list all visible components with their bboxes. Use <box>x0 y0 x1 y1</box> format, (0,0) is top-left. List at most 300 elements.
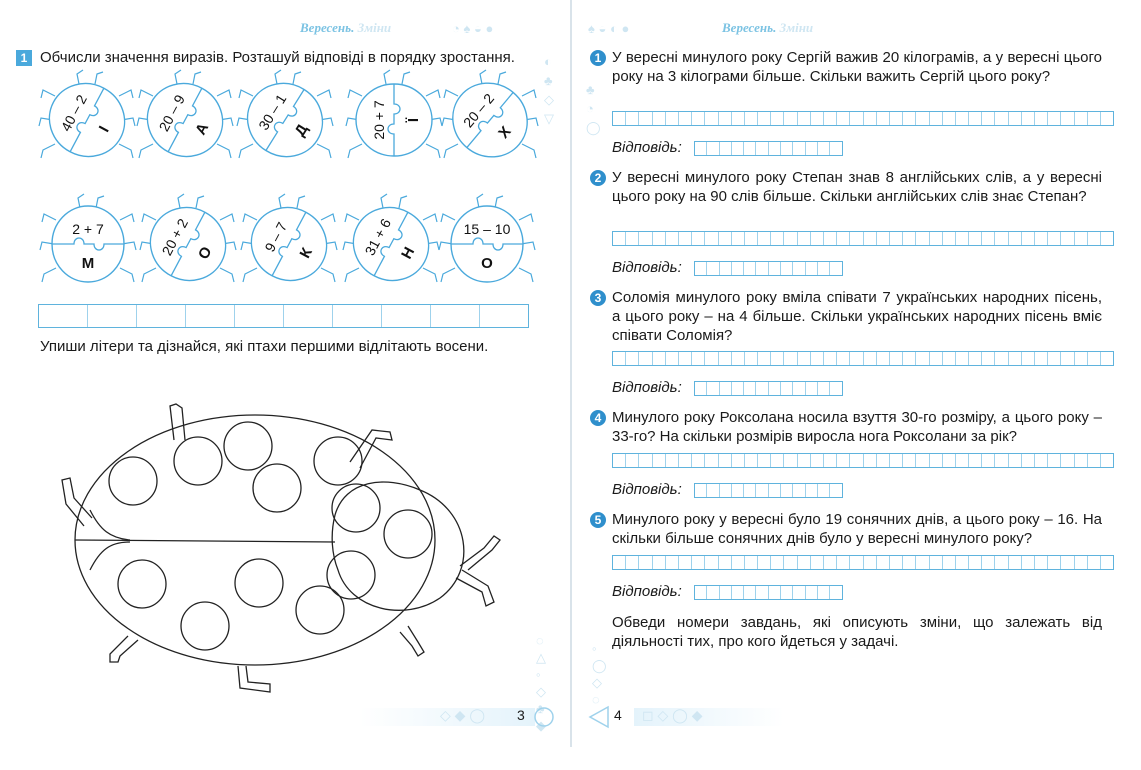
grid-cell[interactable] <box>943 112 956 125</box>
grid-cell[interactable] <box>1022 454 1035 467</box>
answer-cell[interactable] <box>793 484 805 497</box>
grid-cell[interactable] <box>732 352 745 365</box>
grid-cell[interactable] <box>930 112 943 125</box>
grid-cell[interactable] <box>837 454 850 467</box>
grid-cell[interactable] <box>1075 232 1088 245</box>
grid-cell[interactable] <box>930 232 943 245</box>
grid-cell[interactable] <box>864 112 877 125</box>
grid-cell[interactable] <box>1035 352 1048 365</box>
grid-cell[interactable] <box>705 556 718 569</box>
grid-cell[interactable] <box>982 454 995 467</box>
grid-cell[interactable] <box>943 454 956 467</box>
grid-cell[interactable] <box>784 454 797 467</box>
work-grid[interactable] <box>612 111 1114 126</box>
beetles-area <box>0 0 570 300</box>
grid-cell[interactable] <box>864 232 877 245</box>
answer-cell[interactable] <box>756 484 768 497</box>
grid-cell[interactable] <box>930 454 943 467</box>
grid-cell[interactable] <box>1101 112 1113 125</box>
answer-cell[interactable] <box>756 586 768 599</box>
grid-cell[interactable] <box>956 352 969 365</box>
grid-cell[interactable] <box>916 232 929 245</box>
grid-cell[interactable] <box>758 454 771 467</box>
grid-cell[interactable] <box>864 556 877 569</box>
grid-cell[interactable] <box>745 556 758 569</box>
answer-cell[interactable] <box>769 586 781 599</box>
beetle-expression: 2 + 7 <box>72 221 104 237</box>
answer-cell[interactable] <box>781 142 793 155</box>
grid-cell[interactable] <box>719 232 732 245</box>
grid-cell[interactable] <box>613 232 626 245</box>
grid-cell[interactable] <box>930 352 943 365</box>
answer-cell[interactable] <box>769 142 781 155</box>
grid-cell[interactable] <box>943 232 956 245</box>
beetle <box>234 69 337 170</box>
answer-cell[interactable] <box>818 382 830 395</box>
answer-cell[interactable] <box>720 262 732 275</box>
grid-cell[interactable] <box>719 352 732 365</box>
grid-cell[interactable] <box>705 352 718 365</box>
grid-cell[interactable] <box>666 556 679 569</box>
ladybug-wing-line <box>90 510 130 540</box>
left-page <box>0 0 570 747</box>
grid-cell[interactable] <box>969 112 982 125</box>
answer-cell[interactable] <box>732 142 744 155</box>
grid-cell[interactable] <box>824 232 837 245</box>
work-grid[interactable] <box>612 351 1114 366</box>
answer-cell[interactable] <box>480 305 528 327</box>
answer-cell[interactable] <box>830 262 841 275</box>
task-text: У вересні минулого року Степан знав 8 англійських слів, а у вересні цього року на 90 слів більше. Скільки англійських слів знає Степан? <box>612 169 1102 205</box>
grid-cell[interactable] <box>758 556 771 569</box>
grid-cell[interactable] <box>982 232 995 245</box>
grid-cell[interactable] <box>705 454 718 467</box>
grid-cell[interactable] <box>784 232 797 245</box>
answer-cell[interactable] <box>707 586 719 599</box>
ladybug-spot <box>296 586 344 634</box>
grid-cell[interactable] <box>824 352 837 365</box>
grid-cell[interactable] <box>903 454 916 467</box>
answer-cell[interactable] <box>806 382 818 395</box>
grid-cell[interactable] <box>1061 112 1074 125</box>
grid-cell[interactable] <box>653 352 666 365</box>
grid-cell[interactable] <box>1088 454 1101 467</box>
grid-cell[interactable] <box>666 232 679 245</box>
grid-cell[interactable] <box>771 112 784 125</box>
grid-cell[interactable] <box>982 112 995 125</box>
answer-cell[interactable] <box>720 382 732 395</box>
grid-cell[interactable] <box>969 352 982 365</box>
grid-cell[interactable] <box>916 556 929 569</box>
answer-cell[interactable] <box>769 382 781 395</box>
grid-cell[interactable] <box>995 112 1008 125</box>
grid-cell[interactable] <box>679 454 692 467</box>
grid-cell[interactable] <box>995 232 1008 245</box>
answer-cell[interactable] <box>695 142 707 155</box>
grid-cell[interactable] <box>732 232 745 245</box>
grid-cell[interactable] <box>719 454 732 467</box>
grid-cell[interactable] <box>956 454 969 467</box>
grid-cell[interactable] <box>930 556 943 569</box>
grid-cell[interactable] <box>824 112 837 125</box>
grid-cell[interactable] <box>877 232 890 245</box>
answer-cell[interactable] <box>806 586 818 599</box>
grid-cell[interactable] <box>1088 352 1101 365</box>
grid-cell[interactable] <box>811 454 824 467</box>
work-grid[interactable] <box>612 453 1114 468</box>
grid-cell[interactable] <box>1022 112 1035 125</box>
grid-cell[interactable] <box>745 454 758 467</box>
grid-cell[interactable] <box>1009 232 1022 245</box>
answer-cell[interactable] <box>818 484 830 497</box>
grid-cell[interactable] <box>732 112 745 125</box>
answer-cell[interactable] <box>830 484 841 497</box>
answer-grid[interactable] <box>694 483 843 498</box>
grid-cell[interactable] <box>811 556 824 569</box>
answer-grid[interactable] <box>694 141 843 156</box>
grid-cell[interactable] <box>758 112 771 125</box>
grid-cell[interactable] <box>811 352 824 365</box>
beetle-letter: І <box>95 123 113 135</box>
answer-cell[interactable] <box>818 262 830 275</box>
grid-cell[interactable] <box>1075 454 1088 467</box>
grid-cell[interactable] <box>719 556 732 569</box>
grid-cell[interactable] <box>890 454 903 467</box>
grid-cell[interactable] <box>1101 232 1113 245</box>
work-grid[interactable] <box>612 231 1114 246</box>
grid-cell[interactable] <box>995 352 1008 365</box>
ladybug-spot <box>235 559 283 607</box>
grid-cell[interactable] <box>903 556 916 569</box>
grid-cell[interactable] <box>784 352 797 365</box>
right-header: Вересень. Зміни <box>722 20 814 35</box>
grid-cell[interactable] <box>1048 232 1061 245</box>
grid-cell[interactable] <box>943 556 956 569</box>
answer-cell[interactable] <box>781 382 793 395</box>
grid-cell[interactable] <box>758 352 771 365</box>
grid-cell[interactable] <box>1061 232 1074 245</box>
task-number: 4 <box>590 410 606 426</box>
grid-cell[interactable] <box>784 556 797 569</box>
answer-cell[interactable] <box>781 262 793 275</box>
beetle-expression: 20 + 2 <box>158 215 192 259</box>
grid-cell[interactable] <box>956 232 969 245</box>
grid-cell[interactable] <box>1075 112 1088 125</box>
beetle-shell <box>52 206 124 282</box>
grid-cell[interactable] <box>1048 352 1061 365</box>
work-grid[interactable] <box>612 555 1114 570</box>
ladybug-spot <box>118 560 166 608</box>
answer-label: Відповідь: <box>612 481 682 498</box>
grid-cell[interactable] <box>1061 454 1074 467</box>
answer-cell[interactable] <box>707 484 719 497</box>
grid-cell[interactable] <box>745 352 758 365</box>
beetle-shell <box>234 69 337 170</box>
grid-cell[interactable] <box>864 352 877 365</box>
grid-cell[interactable] <box>1022 352 1035 365</box>
page-number: 4 <box>614 707 622 723</box>
closing-instruction: Обведи номери завдань, які описують зміни, що залежать від діяльності тих, про кого йдеться у задачі. <box>612 614 1102 650</box>
grid-cell[interactable] <box>877 556 890 569</box>
grid-cell[interactable] <box>666 112 679 125</box>
grid-cell[interactable] <box>1022 232 1035 245</box>
grid-cell[interactable] <box>824 556 837 569</box>
grid-cell[interactable] <box>877 352 890 365</box>
answer-cell[interactable] <box>793 586 805 599</box>
answer-cell[interactable] <box>756 382 768 395</box>
answer-cell[interactable] <box>756 142 768 155</box>
grid-cell[interactable] <box>943 352 956 365</box>
answer-cell[interactable] <box>769 262 781 275</box>
grid-cell[interactable] <box>916 352 929 365</box>
grid-cell[interactable] <box>692 556 705 569</box>
grid-cell[interactable] <box>653 112 666 125</box>
grid-cell[interactable] <box>811 112 824 125</box>
answer-cell[interactable] <box>431 305 480 327</box>
grid-cell[interactable] <box>877 454 890 467</box>
grid-cell[interactable] <box>692 352 705 365</box>
answer-cell[interactable] <box>818 586 830 599</box>
beetle <box>138 194 239 294</box>
answer-cell[interactable] <box>756 262 768 275</box>
answer-cell[interactable] <box>830 142 841 155</box>
grid-cell[interactable] <box>639 112 652 125</box>
grid-cell[interactable] <box>613 454 626 467</box>
grid-cell[interactable] <box>1075 352 1088 365</box>
grid-cell[interactable] <box>837 352 850 365</box>
grid-cell[interactable] <box>969 454 982 467</box>
grid-cell[interactable] <box>1048 112 1061 125</box>
grid-cell[interactable] <box>639 454 652 467</box>
answer-cell[interactable] <box>39 305 88 327</box>
footer-decor-icons: ◇ ◆ ◯ <box>440 707 485 723</box>
grid-cell[interactable] <box>613 112 626 125</box>
answer-cell[interactable] <box>707 262 719 275</box>
answer-cell[interactable] <box>720 586 732 599</box>
grid-cell[interactable] <box>666 352 679 365</box>
grid-cell[interactable] <box>798 352 811 365</box>
beetle-expression: 15 – 10 <box>463 221 511 237</box>
grid-cell[interactable] <box>1035 556 1048 569</box>
answer-cell[interactable] <box>382 305 431 327</box>
task-text: Минулого року Роксолана носила взуття 30-го розміру, а цього року – 33-го? На скільки розмірів виросла нога Роксолани за рік? <box>612 409 1102 445</box>
grid-cell[interactable] <box>850 112 863 125</box>
grid-cell[interactable] <box>837 112 850 125</box>
grid-cell[interactable] <box>1088 556 1101 569</box>
answer-cell[interactable] <box>806 262 818 275</box>
answer-grid[interactable] <box>694 585 843 600</box>
grid-cell[interactable] <box>903 232 916 245</box>
answer-cell[interactable] <box>732 586 744 599</box>
grid-cell[interactable] <box>626 556 639 569</box>
grid-cell[interactable] <box>1101 352 1113 365</box>
grid-cell[interactable] <box>850 454 863 467</box>
beetle-letter: М <box>81 255 95 272</box>
grid-cell[interactable] <box>732 556 745 569</box>
grid-cell[interactable] <box>626 232 639 245</box>
grid-cell[interactable] <box>771 556 784 569</box>
grid-cell[interactable] <box>1035 112 1048 125</box>
grid-cell[interactable] <box>811 232 824 245</box>
grid-cell[interactable] <box>1022 556 1035 569</box>
answer-cell[interactable] <box>806 484 818 497</box>
answer-cell[interactable] <box>695 586 707 599</box>
answer-cell[interactable] <box>695 262 707 275</box>
corner-decor-icons: ◌ △ ◦ ◇ ♣ ◆ <box>536 633 546 733</box>
answer-cell[interactable] <box>830 382 841 395</box>
answer-cell[interactable] <box>707 382 719 395</box>
grid-cell[interactable] <box>626 112 639 125</box>
grid-cell[interactable] <box>1009 112 1022 125</box>
grid-cell[interactable] <box>850 352 863 365</box>
answer-cell[interactable] <box>186 305 235 327</box>
grid-cell[interactable] <box>864 454 877 467</box>
grid-cell[interactable] <box>890 352 903 365</box>
grid-cell[interactable] <box>982 556 995 569</box>
grid-cell[interactable] <box>692 454 705 467</box>
grid-cell[interactable] <box>745 232 758 245</box>
grid-cell[interactable] <box>969 232 982 245</box>
grid-cell[interactable] <box>850 232 863 245</box>
grid-cell[interactable] <box>653 232 666 245</box>
grid-cell[interactable] <box>850 556 863 569</box>
answer-cell[interactable] <box>744 262 756 275</box>
grid-cell[interactable] <box>837 556 850 569</box>
answer-cell[interactable] <box>732 484 744 497</box>
grid-cell[interactable] <box>916 454 929 467</box>
grid-cell[interactable] <box>798 556 811 569</box>
grid-cell[interactable] <box>679 232 692 245</box>
answer-cell[interactable] <box>793 142 805 155</box>
answer-cell[interactable] <box>235 305 284 327</box>
answer-cell[interactable] <box>781 586 793 599</box>
grid-cell[interactable] <box>771 352 784 365</box>
grid-cell[interactable] <box>956 556 969 569</box>
grid-cell[interactable] <box>758 232 771 245</box>
grid-cell[interactable] <box>692 232 705 245</box>
grid-cell[interactable] <box>639 232 652 245</box>
grid-cell[interactable] <box>1035 454 1048 467</box>
grid-cell[interactable] <box>1009 454 1022 467</box>
answer-cell[interactable] <box>284 305 333 327</box>
grid-cell[interactable] <box>824 454 837 467</box>
answer-cell[interactable] <box>818 142 830 155</box>
answer-cell[interactable] <box>88 305 137 327</box>
grid-cell[interactable] <box>626 454 639 467</box>
grid-cell[interactable] <box>982 352 995 365</box>
answer-cell[interactable] <box>720 142 732 155</box>
grid-cell[interactable] <box>1048 454 1061 467</box>
grid-cell[interactable] <box>679 112 692 125</box>
grid-cell[interactable] <box>679 352 692 365</box>
grid-cell[interactable] <box>798 112 811 125</box>
grid-cell[interactable] <box>1075 556 1088 569</box>
answer-cell[interactable] <box>744 484 756 497</box>
answer-grid[interactable] <box>694 381 843 396</box>
grid-cell[interactable] <box>837 232 850 245</box>
grid-cell[interactable] <box>969 556 982 569</box>
grid-cell[interactable] <box>705 112 718 125</box>
grid-cell[interactable] <box>916 112 929 125</box>
grid-cell[interactable] <box>1061 352 1074 365</box>
grid-cell[interactable] <box>692 112 705 125</box>
grid-cell[interactable] <box>771 454 784 467</box>
grid-cell[interactable] <box>890 112 903 125</box>
answer-cell[interactable] <box>781 484 793 497</box>
answer-cell[interactable] <box>695 484 707 497</box>
answer-cell[interactable] <box>732 262 744 275</box>
answer-cell[interactable] <box>333 305 382 327</box>
grid-cell[interactable] <box>995 556 1008 569</box>
grid-cell[interactable] <box>903 112 916 125</box>
grid-cell[interactable] <box>798 454 811 467</box>
task-number: 1 <box>16 50 32 66</box>
answer-cell[interactable] <box>793 262 805 275</box>
answer-grid[interactable] <box>38 304 529 328</box>
grid-cell[interactable] <box>719 112 732 125</box>
ladybug-spot <box>332 484 380 532</box>
grid-cell[interactable] <box>1009 352 1022 365</box>
answer-cell[interactable] <box>769 484 781 497</box>
grid-cell[interactable] <box>613 556 626 569</box>
grid-cell[interactable] <box>890 232 903 245</box>
grid-cell[interactable] <box>877 112 890 125</box>
answer-cell[interactable] <box>732 382 744 395</box>
grid-cell[interactable] <box>1048 556 1061 569</box>
grid-cell[interactable] <box>653 454 666 467</box>
header-decor-icons: ♠ ◒ ◐ ● <box>588 21 630 36</box>
answer-cell[interactable] <box>137 305 186 327</box>
answer-cell[interactable] <box>793 382 805 395</box>
grid-cell[interactable] <box>653 556 666 569</box>
answer-cell[interactable] <box>830 586 841 599</box>
grid-cell[interactable] <box>798 232 811 245</box>
grid-cell[interactable] <box>639 556 652 569</box>
answer-cell[interactable] <box>720 484 732 497</box>
answer-cell[interactable] <box>744 382 756 395</box>
grid-cell[interactable] <box>771 232 784 245</box>
grid-cell[interactable] <box>1088 232 1101 245</box>
answer-cell[interactable] <box>744 142 756 155</box>
grid-cell[interactable] <box>732 454 745 467</box>
grid-cell[interactable] <box>784 112 797 125</box>
grid-cell[interactable] <box>679 556 692 569</box>
grid-cell[interactable] <box>1035 232 1048 245</box>
grid-cell[interactable] <box>1101 454 1113 467</box>
grid-cell[interactable] <box>705 232 718 245</box>
answer-cell[interactable] <box>806 142 818 155</box>
grid-cell[interactable] <box>745 112 758 125</box>
answer-cell[interactable] <box>695 382 707 395</box>
grid-cell[interactable] <box>1101 556 1113 569</box>
answer-cell[interactable] <box>744 586 756 599</box>
answer-cell[interactable] <box>707 142 719 155</box>
grid-cell[interactable] <box>1088 112 1101 125</box>
grid-cell[interactable] <box>890 556 903 569</box>
grid-cell[interactable] <box>1061 556 1074 569</box>
ladybug-spot <box>253 464 301 512</box>
grid-cell[interactable] <box>613 352 626 365</box>
grid-cell[interactable] <box>626 352 639 365</box>
grid-cell[interactable] <box>903 352 916 365</box>
grid-cell[interactable] <box>995 454 1008 467</box>
grid-cell[interactable] <box>639 352 652 365</box>
grid-cell[interactable] <box>956 112 969 125</box>
answer-grid[interactable] <box>694 261 843 276</box>
ladybug-leg <box>170 404 185 440</box>
grid-cell[interactable] <box>666 454 679 467</box>
grid-cell[interactable] <box>1009 556 1022 569</box>
